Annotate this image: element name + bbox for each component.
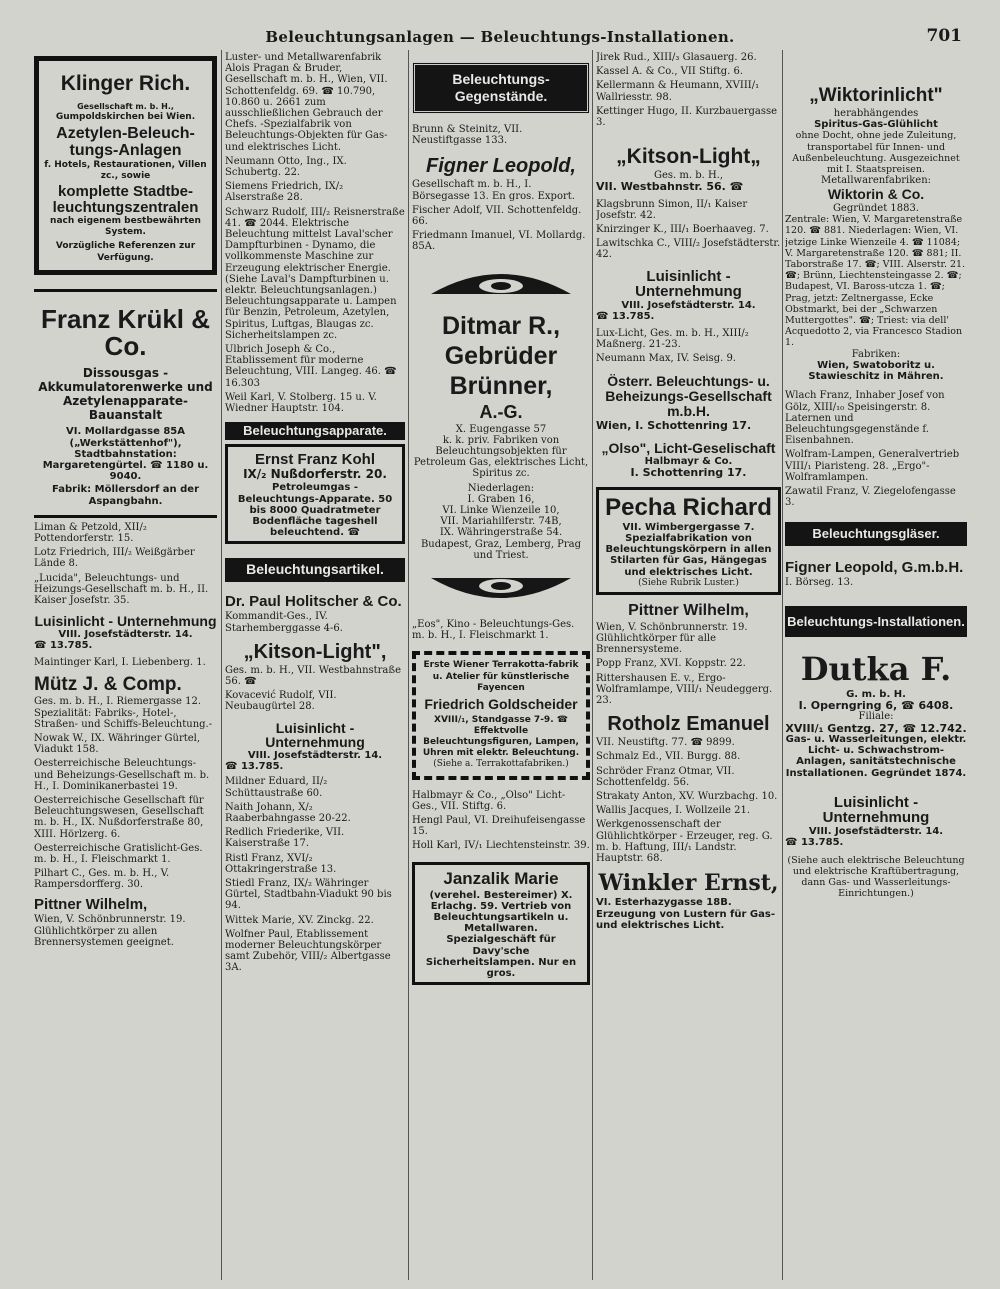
ad-text: Ges. m. b. H., I. Riemergasse 12. Spezialität: Fabriks-, Hotel-, Straßen- und Schiffs-Beleuchtung.- (34, 696, 213, 730)
ad-text: Spiritus-Gas-Glühlicht (814, 119, 938, 131)
list-item: „Lucida", Beleuchtungs- und Heizungs-Gesellschaft m. b. H., II. Kaiser Josefstr. 35. (34, 572, 209, 606)
ad-text: Ges. m. b. H., VII. Westbahnstraße 56. ☎ (225, 664, 401, 688)
ad-title: „Wiktorinlicht" (809, 85, 943, 106)
column-3 (412, 52, 590, 1277)
ad-text: ☎ 13.785. (596, 311, 655, 323)
list-item: Lotz Friedrich, III/₂ Weißgärber Lände 8. (34, 547, 195, 570)
list-item: Oesterreichische Beleuchtungs- und Beheizungs-Gesellschaft m. b. H., I. Dominikanerbastei 19. (34, 758, 210, 792)
list-item: Ulbrich Joseph & Co., Etablissement für moderne Beleuchtung, VIII. Langeg. 46. ☎ 16.303 (225, 344, 397, 389)
section-heading: Beleuchtungsapparate. (225, 422, 405, 439)
ad-ditmar (412, 311, 590, 561)
list-item: Ristl Franz, XVI/₂ Ottakringerstraße 13. (225, 852, 337, 875)
ad-text: Petroleumgas - Beleuchtungs-Apparate. 50 bis 8000 Quadratmeter Bodenfläche tageshell beleuchtend. ☎ (237, 482, 393, 539)
ad-title: Rotholz Emanuel (607, 713, 770, 736)
list-item: „Eos", Kino - Beleuchtungs-Ges. m. b. H., I. Fleischmarkt 1. (412, 618, 575, 642)
list-item: Kassel A. & Co., VII Stiftg. 6. (596, 66, 744, 78)
ad-text: VI. Mollardgasse 85A („Werkstättenhof"), Stadtbahnstation: Margaretengürtel. ☎ 1180 u. 9040. (42, 426, 209, 483)
ad-text: Erste Wiener Terrakotta-fabrik u. Atelier für künstlerische Fayencen (423, 660, 579, 693)
ad-text: VII. Wimbergergasse 7. Spezialfabrikation von Beleuchtungskörpern in allen Stilarten für Gas, Hängegas und elektrisches Licht. (605, 521, 772, 578)
ad-title: Pittner Wilhelm, (628, 601, 749, 619)
list-item: Jirek Rud., XIII/₃ Glasauerg. 26. (596, 52, 757, 63)
list-item: Oesterreichische Gesellschaft für Beleuchtungswesen, Gesellschaft m. b. H., IX. Nußdorferstraße 80, XIII. Hörlzerg. 6. (34, 795, 204, 840)
ad-text: Niederlagen: (467, 482, 535, 494)
ad-text: Ges. m. b. H., (653, 170, 724, 182)
ad-text: X. Eugengasse 57 (455, 423, 547, 435)
column-5 (785, 52, 967, 1277)
ad-text: Halbmayr & Co. (644, 456, 733, 468)
list-item: Werkgenossenschaft der Glühlichtkörper - Erzeuger, reg. G. m. b. Haftung, III/₁ Landstr. Hauptstr. 68. (596, 819, 773, 865)
ad-title: Figner Leopold, (426, 155, 576, 178)
ad-text: Vorzügliche Referenzen zur Verfügung. (55, 241, 196, 263)
ad-text: VIII. Josefstädterstr. 14. (58, 628, 193, 640)
page-number: 701 (926, 26, 962, 46)
list-item: Hengl Paul, VI. Dreihufeisengasse 15. (412, 815, 586, 838)
list-item: Lux-Licht, Ges. m. b. H., XIII/₂ Maßnerg. 21-23. (596, 327, 749, 350)
list-item: Wlach Franz, Inhaber Josef von Gölz, XIII/₁₀ Speisingerstr. 8. Laternen und Beleuchtungsgegenstände f. Eisenbahnen. (785, 390, 945, 447)
list-item: Mildner Eduard, II/₂ Schüttaustraße 60. (225, 776, 328, 799)
list-item: Strakaty Anton, XV. Wurzbachg. 10. (596, 791, 778, 802)
ad-janzalik (412, 862, 590, 985)
ad-text: Budapest, Graz, Lemberg, Prag und Triest. (420, 538, 582, 561)
ad-text: XVIII/₁ Gentzg. 27, ☎ 12.742. (785, 721, 967, 735)
ad-title: Franz Krükl & Co. (40, 303, 211, 362)
list-item: Fischer Adolf, VII. Schottenfeldg. 66. (412, 204, 582, 228)
ad-text: Zentrale: Wien, V. Margaretenstraße 120. ☎ 881. Niederlagen: Wien, VI. jetzige Linke Wienzeile 4. ☎ 11084; V. Margaretenstraße 120. ☎ 881; II. Taborstraße 17. ☎; VIII. Alserstr. 21. ☎; Brünn, Liechtensteingasse 2. ☎; Budapest, VI. Baross-utcza 1. ☎; Prag, jetzt: Zeltnergasse, Ecke Obstmarkt, bei der „Schwarzen Muttergottes". ☎; Triest: via dell' Acquedotto 2, via Francesco Stadion 1. (785, 214, 966, 349)
list-item: Halbmayr & Co., „Olso" Licht-Ges., VII. Stiftg. 6. (412, 789, 566, 812)
ad-kohl (225, 444, 405, 545)
list-item: Lawitschka C., VIII/₂ Josefstädterstr. 42. (596, 238, 781, 261)
section-heading: Beleuchtungsgläser. (785, 522, 967, 545)
list-item: Friedmann Imanuel, VI. Mollardg. 85A. (412, 230, 586, 253)
column-divider (592, 50, 593, 1280)
ad-text: Kommandit-Ges., IV. Starhemberggasse 4-6. (225, 611, 343, 634)
ad-title: Friedrich Goldscheider (424, 695, 578, 712)
ad-text: Fabrik: Möllersdorf an der Aspangbahn. (52, 484, 199, 507)
ad-title: Wiktorin & Co. (827, 186, 925, 203)
ad-text: Metallwarenfabriken: (820, 175, 932, 187)
ad-text: Filiale: (858, 711, 894, 723)
list-item: Naith Johann, X/₂ Raaberbahngasse 20-22. (225, 801, 351, 825)
ad-title: „Kitson-Light„ (616, 145, 761, 169)
ad-text: I. Graben 16, (467, 493, 535, 505)
list-item: Schröder Franz Otmar, VII. Schottenfeldg. 56. (596, 765, 735, 788)
ad-text: ☎ 13.785. (34, 640, 93, 652)
ad-text: G. m. b. H. (846, 689, 906, 701)
ad-title: Mütz J. & Comp. (34, 673, 182, 695)
ad-text: VI. Esterhazygasse 18B. Erzeugung von Lustern für Gas- und elektrisches Licht. (596, 897, 775, 931)
ad-title: Luisinlicht - Unternehmung (265, 719, 365, 751)
list-item: Kettinger Hugo, II. Kurzbauergasse 3. (596, 105, 778, 129)
ad-text: VIII. Josefstädterstr. 14. (247, 750, 383, 762)
list-item: Stiedl Franz, IX/₂ Währinger Gürtel, Stadtbahn-Viadukt 90 bis 94. (225, 878, 392, 912)
ad-text: nach eigenem bestbewährten System. (50, 215, 201, 238)
list-item: Luster- und Metallwarenfabrik Alois Pragan & Bruder, Gesellschaft m. b. H., Wien, VII. Schottenfeldg. 69. ☎ 10.790, 10.860 u. 2661 zum ausschließlichen Gebrauch der Chefs. -Spezialfabrik von Beleuchtungs-Objekten für Gas- und elektrisches Licht. (225, 52, 388, 153)
ad-title: Luisinlicht - Unternehmung (635, 267, 742, 301)
ad-text: leuchtungszentralen (52, 199, 199, 217)
ad-title: Österr. Beleuchtungs- u. Beheizungs-Gesellschaft m.b.H. (605, 373, 772, 419)
ad-title: Janzalik Marie (443, 868, 559, 888)
ad-text: I. Schottenring 17. (630, 466, 747, 480)
ad-text: ☎ 13.785. (785, 837, 844, 849)
ad-text: (Siehe auch elektrische Beleuchtung und elektrische Kraftübertragung, dann Gas- und Wasserleitungs-Einrichtungen.) (787, 854, 965, 900)
list-item: Knirzinger K., III/₁ Boerhaaveg. 7. (596, 224, 769, 236)
ad-title: Luisinlicht - Unternehmung (822, 793, 930, 827)
list-item: Redlich Friederike, VII. Kaiserstraße 17. (225, 827, 345, 850)
list-item: Schwarz Rudolf, III/₂ Reisnerstraße 41. ☎ 2044. Elektrische Beleuchtung mittelst Laval'scher Dampfturbinen - Dynamo, die vollkommenste Maschine zur Erzeugung elektrischer Energie. (Siehe Laval's Dampfturbinen u. elektr. Beleuchtungsanlagen.) Beleuchtungsapparate u. Lampen für Benzin, Petroleum, Azetylen, Spiritus, Luftgas, Blaugas zc. Sicherheitslampen zc. (225, 206, 405, 341)
ad-text: (verehel. Bestereimer) X. Erlachg. 59. Vertrieb von Beleuchtungsartikeln u. Metallwaren. Spezialgeschäft für Davy'sche Sicherheitslampen. Nur en gros. (425, 889, 577, 979)
ad-text: herabhängendes (833, 107, 919, 119)
list-item: Neumann Max, IV. Seisg. 9. (596, 353, 736, 364)
list-item: Kellermann & Heumann, XVIII/₁ Wallriesstr. 98. (596, 80, 760, 103)
ad-text: f. Hotels, Restaurationen, Villen zc., sowie (44, 160, 207, 182)
ad-title: Pecha Richard (605, 493, 772, 521)
column-1 (34, 52, 217, 1277)
section-heading: Beleuchtungs-Installationen. (785, 606, 967, 637)
ad-title: Ditmar R., Gebrüder Brünner, (441, 311, 561, 400)
ad-text: I. Operngring 6, ☎ 6408. (798, 699, 954, 713)
ad-text: IX. Währingerstraße 54. (439, 527, 563, 539)
ad-title: Winkler Ernst, (598, 870, 779, 897)
ad-title: „Olso", Licht-Geselischaft (601, 440, 776, 457)
list-item: Weil Karl, V. Stolberg. 15 u. V. Wiedner Hauptstr. 104. (225, 391, 377, 415)
ad-title: A.-G. (479, 401, 523, 422)
list-item: Maintinger Karl, I. Liebenberg. 1. (34, 657, 206, 669)
section-heading: Beleuchtungs-Gegenstände. (412, 62, 590, 114)
list-item: Neumann Otto, Ing., IX. Schubertg. 22. (225, 155, 347, 179)
ad-text: Wien, V. Schönbrunnerstr. 19. Glühlichtkörper zu allen Brennersystemen geeignet. (34, 914, 186, 948)
ad-text: Gegründet 1883. (832, 203, 920, 215)
ad-kruekl (34, 289, 217, 518)
ad-text: Gumpoldskirchen bei Wien. (55, 112, 196, 123)
column-divider (221, 50, 222, 1280)
section-heading: Beleuchtungsartikel. (225, 558, 405, 581)
ad-text: I. Börseg. 13. (785, 577, 854, 589)
ad-text: Wien, I. Schottenring 17. (596, 419, 752, 433)
ad-text: VI. Linke Wienzeile 10, (442, 504, 560, 516)
list-item: Wolfner Paul, Etablissement moderner Beleuchtungskörper samt Zubehör, VIII/₂ Albertgasse 3A. (225, 928, 391, 974)
ad-text: Wien, V. Schönbrunnerstr. 19. Glühlichtkörper für alle Brennersysteme. (596, 621, 748, 656)
ad-title: Pittner Wilhelm, (34, 895, 148, 913)
ad-text: (Siehe a. Terrakottafabriken.) (433, 759, 569, 770)
ad-text: VIII. Josefstädterstr. 14. (808, 826, 944, 838)
ad-text: Fabriken: (851, 348, 901, 360)
list-item: Wallis Jacques, I. Wollzeile 21. (596, 805, 751, 817)
ad-text: Gesellschaft m. b. H., I. Börsegasse 13. En gros. Export. (412, 179, 575, 202)
ad-text: Azetylen-Beleuch- (56, 125, 195, 143)
ad-title: „Kitson-Light", (243, 640, 387, 663)
ad-text: Wien, Swatoboritz u. Stawieschitz in Mähren. (808, 359, 944, 383)
list-item: Pilhart C., Ges. m. b. H., V. Rampersdorfferg. 30. (34, 868, 170, 891)
ad-klinger (34, 56, 217, 275)
ad-text: VII. Neustiftg. 77. ☎ 9899. (596, 737, 735, 749)
ad-text: VII. Mariahilferstr. 74B, (440, 516, 562, 528)
list-item: Oesterreichische Gratislicht-Ges. m. b. H., I. Fleischmarkt 1. (34, 842, 203, 866)
list-item: Popp Franz, XVI. Koppstr. 22. (596, 658, 746, 670)
list-item: Kovacević Rudolf, VII. Neubaugürtel 28. (225, 690, 337, 713)
ornament-icon (412, 569, 590, 611)
ad-text: ☎ 13.785. (225, 761, 284, 773)
list-item: Schmalz Ed., VII. Burgg. 88. (596, 751, 741, 763)
page-header: Beleuchtungsanlagen — Beleuchtungs-Installationen. (265, 28, 735, 46)
list-item: Rittershausen E. v., Ergo-Wolframlampe, VIII/₁ Neudeggerg. 23. (596, 672, 773, 706)
list-item: Brunn & Steinitz, VII. Neustiftgasse 133. (412, 124, 523, 147)
ad-title: Luisinlicht - Unternehmung (34, 613, 217, 630)
ad-title: Ernst Franz Kohl (254, 450, 375, 468)
column-divider (782, 50, 783, 1280)
list-item: Nowak W., IX. Währinger Gürtel, Viadukt 158. (34, 733, 201, 756)
list-item: Wolfram-Lampen, Generalvertrieb VIII/₁ Piaristeng. 28. „Ergo"-Wolframlampen. (785, 449, 960, 483)
list-item: Zawatil Franz, V. Ziegelofengasse 3. (785, 485, 956, 509)
ad-text: k. k. priv. Fabriken von Beleuchtungsobjekten für Petroleum Gas, elektrisches Licht, Spiritus zc. (413, 434, 589, 480)
ad-text: komplette Stadtbe- (57, 183, 193, 201)
ad-text: tungs-Anlagen (69, 142, 182, 160)
column-divider (408, 50, 409, 1280)
list-item: Holl Karl, IV/₁ Liechtensteinstr. 39. (412, 840, 590, 852)
ad-title: Dutka F. (800, 650, 952, 689)
ad-text: Dissousgas - Akkumulatorenwerke und Azetylenapparate-Bauanstalt (38, 366, 213, 423)
ornament-icon (412, 261, 590, 303)
ad-title: Klinger Rich. (60, 72, 191, 95)
ad-text: VII. Westbahnstr. 56. ☎ (596, 180, 744, 194)
ad-pecha (596, 487, 781, 595)
list-item: Liman & Petzold, XII/₂ Pottendorferstr. 15. (34, 521, 147, 544)
ad-title: Dr. Paul Holitscher & Co. (225, 592, 402, 610)
ad-text: XVIII/₁, Standgasse 7-9. ☎ Effektvolle Beleuchtungsfiguren, Lampen, Uhren mit elektr. Beleuchtung. (422, 714, 580, 759)
ad-text: (Siehe Rubrik Luster.) (638, 577, 739, 588)
column-2 (225, 52, 405, 1277)
ad-text: ohne Docht, ohne jede Zuleitung, transportabel für Innen- und Außenbeleuchtung. Ausgezeichnet mit I. Staatspreisen. (792, 130, 960, 175)
ad-text: IX/₂ Nußdorferstr. 20. (243, 467, 387, 482)
list-item: Wittek Marie, XV. Zinckg. 22. (225, 914, 374, 926)
ad-text: VIII. Josefstädterstr. 14. (621, 300, 756, 312)
ad-text: Gas- u. Wasserleitungen, elektr. Licht- u. Schwachstrom-Anlagen, sanitätstechnische Installationen. Gegründet 1874. (785, 733, 967, 779)
list-item: Klagsbrunn Simon, II/₁ Kaiser Josefstr. 42. (596, 198, 748, 221)
column-4 (596, 52, 781, 1277)
list-item: Siemens Friedrich, IX/₂ Alserstraße 28. (225, 181, 344, 204)
ad-goldscheider (412, 651, 590, 779)
ad-title: Figner Leopold, G.m.b.H. (785, 558, 964, 576)
ad-text: Gesellschaft m. b. H., (77, 102, 174, 112)
